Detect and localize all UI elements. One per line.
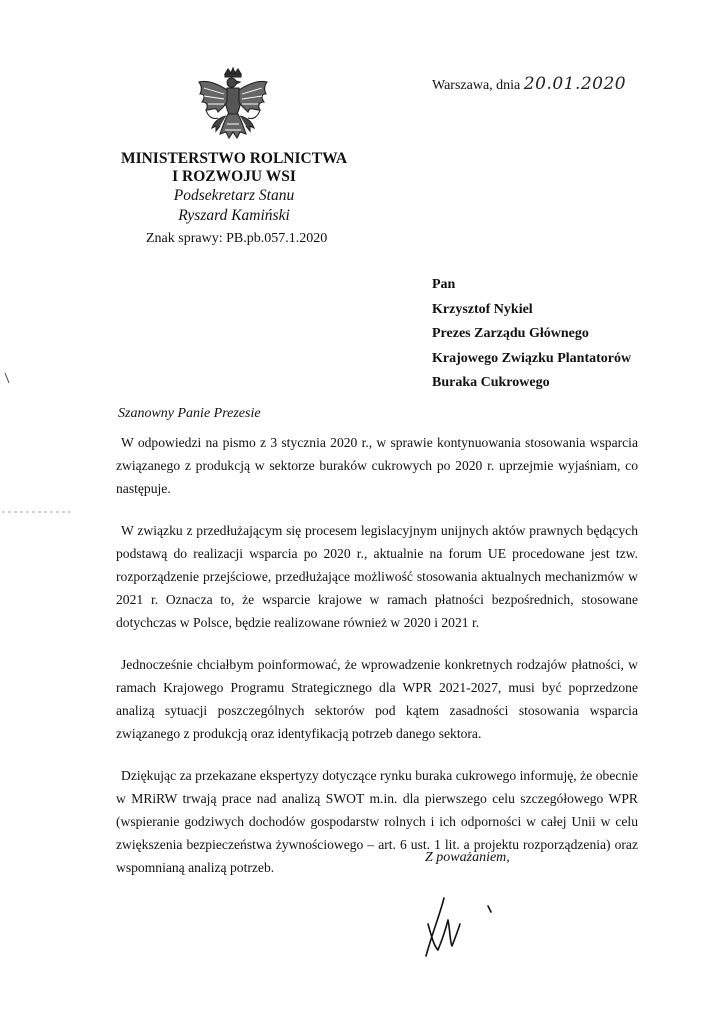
paragraph-2: W związku z przedłużającym się procesem legislacyjnym unijnych aktów prawnych będących podstawą do realizacji wsparcia po 2020 r., aktualnie na forum UE procedowane jest tzw. rozporządzenie przejściowe, przedłużające możliwość stosowania aktualnych mechanizmów w 2021 r. Oznacza to, że wsparcie krajowe w ramach płatności bezpośrednich, stosowane dotychczas w Polsce, będzie realizowane również w 2020 i 2021 r.	[116, 523, 638, 630]
date-line	[432, 74, 626, 94]
recipient-organization-line2: Buraka Cukrowego	[432, 375, 550, 390]
scan-mark	[4, 372, 10, 384]
signatory-position: Podsekretarz Stanu	[173, 187, 295, 204]
ministry-name-line2: I ROZWOJU WSI	[172, 168, 296, 185]
place-label: Warszawa, dnia	[432, 78, 521, 93]
recipient-organization-line1: Krajowego Związku Plantatorów	[432, 350, 632, 366]
handwritten-signature	[418, 894, 508, 964]
scan-dotted-line	[2, 510, 70, 514]
letter-body	[116, 431, 638, 898]
ministry-header	[100, 150, 368, 226]
recipient-position: Prezes Zarządu Głównego	[432, 326, 589, 341]
recipient-title: Pan	[432, 277, 456, 292]
recipient-name: Krzysztof Nykiel	[432, 301, 533, 317]
handwritten-date: 20.01.2020	[523, 74, 627, 94]
paragraph-3: Jednocześnie chciałbym poinformować, że wprowadzenie konkretnych rodzajów płatności, w ramach Krajowego Programu Strategicznego dla WPR 2021-2027, musi być poprzedzone analizą sytuacji poszczególnych sektorów pod kątem zasadności stosowania wsparcia związanego z produkcją oraz identyfikacją potrzeb danego sektora.	[116, 657, 638, 741]
closing-phrase: Z poważaniem,	[425, 850, 510, 865]
ministry-name-line1: MINISTERSTWO ROLNICTWA	[120, 150, 348, 167]
case-reference: Znak sprawy: PB.pb.057.1.2020	[146, 231, 328, 246]
recipient-address	[432, 273, 631, 396]
salutation: Szanowny Panie Prezesie	[118, 406, 261, 421]
paragraph-4: Dziękując za przekazane ekspertyzy dotyczące rynku buraka cukrowego informuję, że obecnie w MRiRW trwają prace nad analizą SWOT m.in. dla pierwszego celu szczegółowego WPR (wspieranie godziwych dochodów gospodarstw rolnych i ich odporności w całej Unii w celu zwiększenia bezpieczeństwa żywnościowego – art. 6 ust. 1 lit. a projektu rozporządzenia) oraz wspomnianą analizą potrzeb.	[116, 768, 638, 875]
signatory-name: Ryszard Kamiński	[178, 207, 290, 224]
polish-eagle-emblem-icon	[196, 66, 270, 150]
paragraph-1: W odpowiedzi na pismo z 3 stycznia 2020 r., w sprawie kontynuowania stosowania wsparcia związanego z produkcją w sektorze buraków cukrowych po 2020 r. uprzejmie wyjaśniam, co następuje.	[116, 435, 638, 496]
